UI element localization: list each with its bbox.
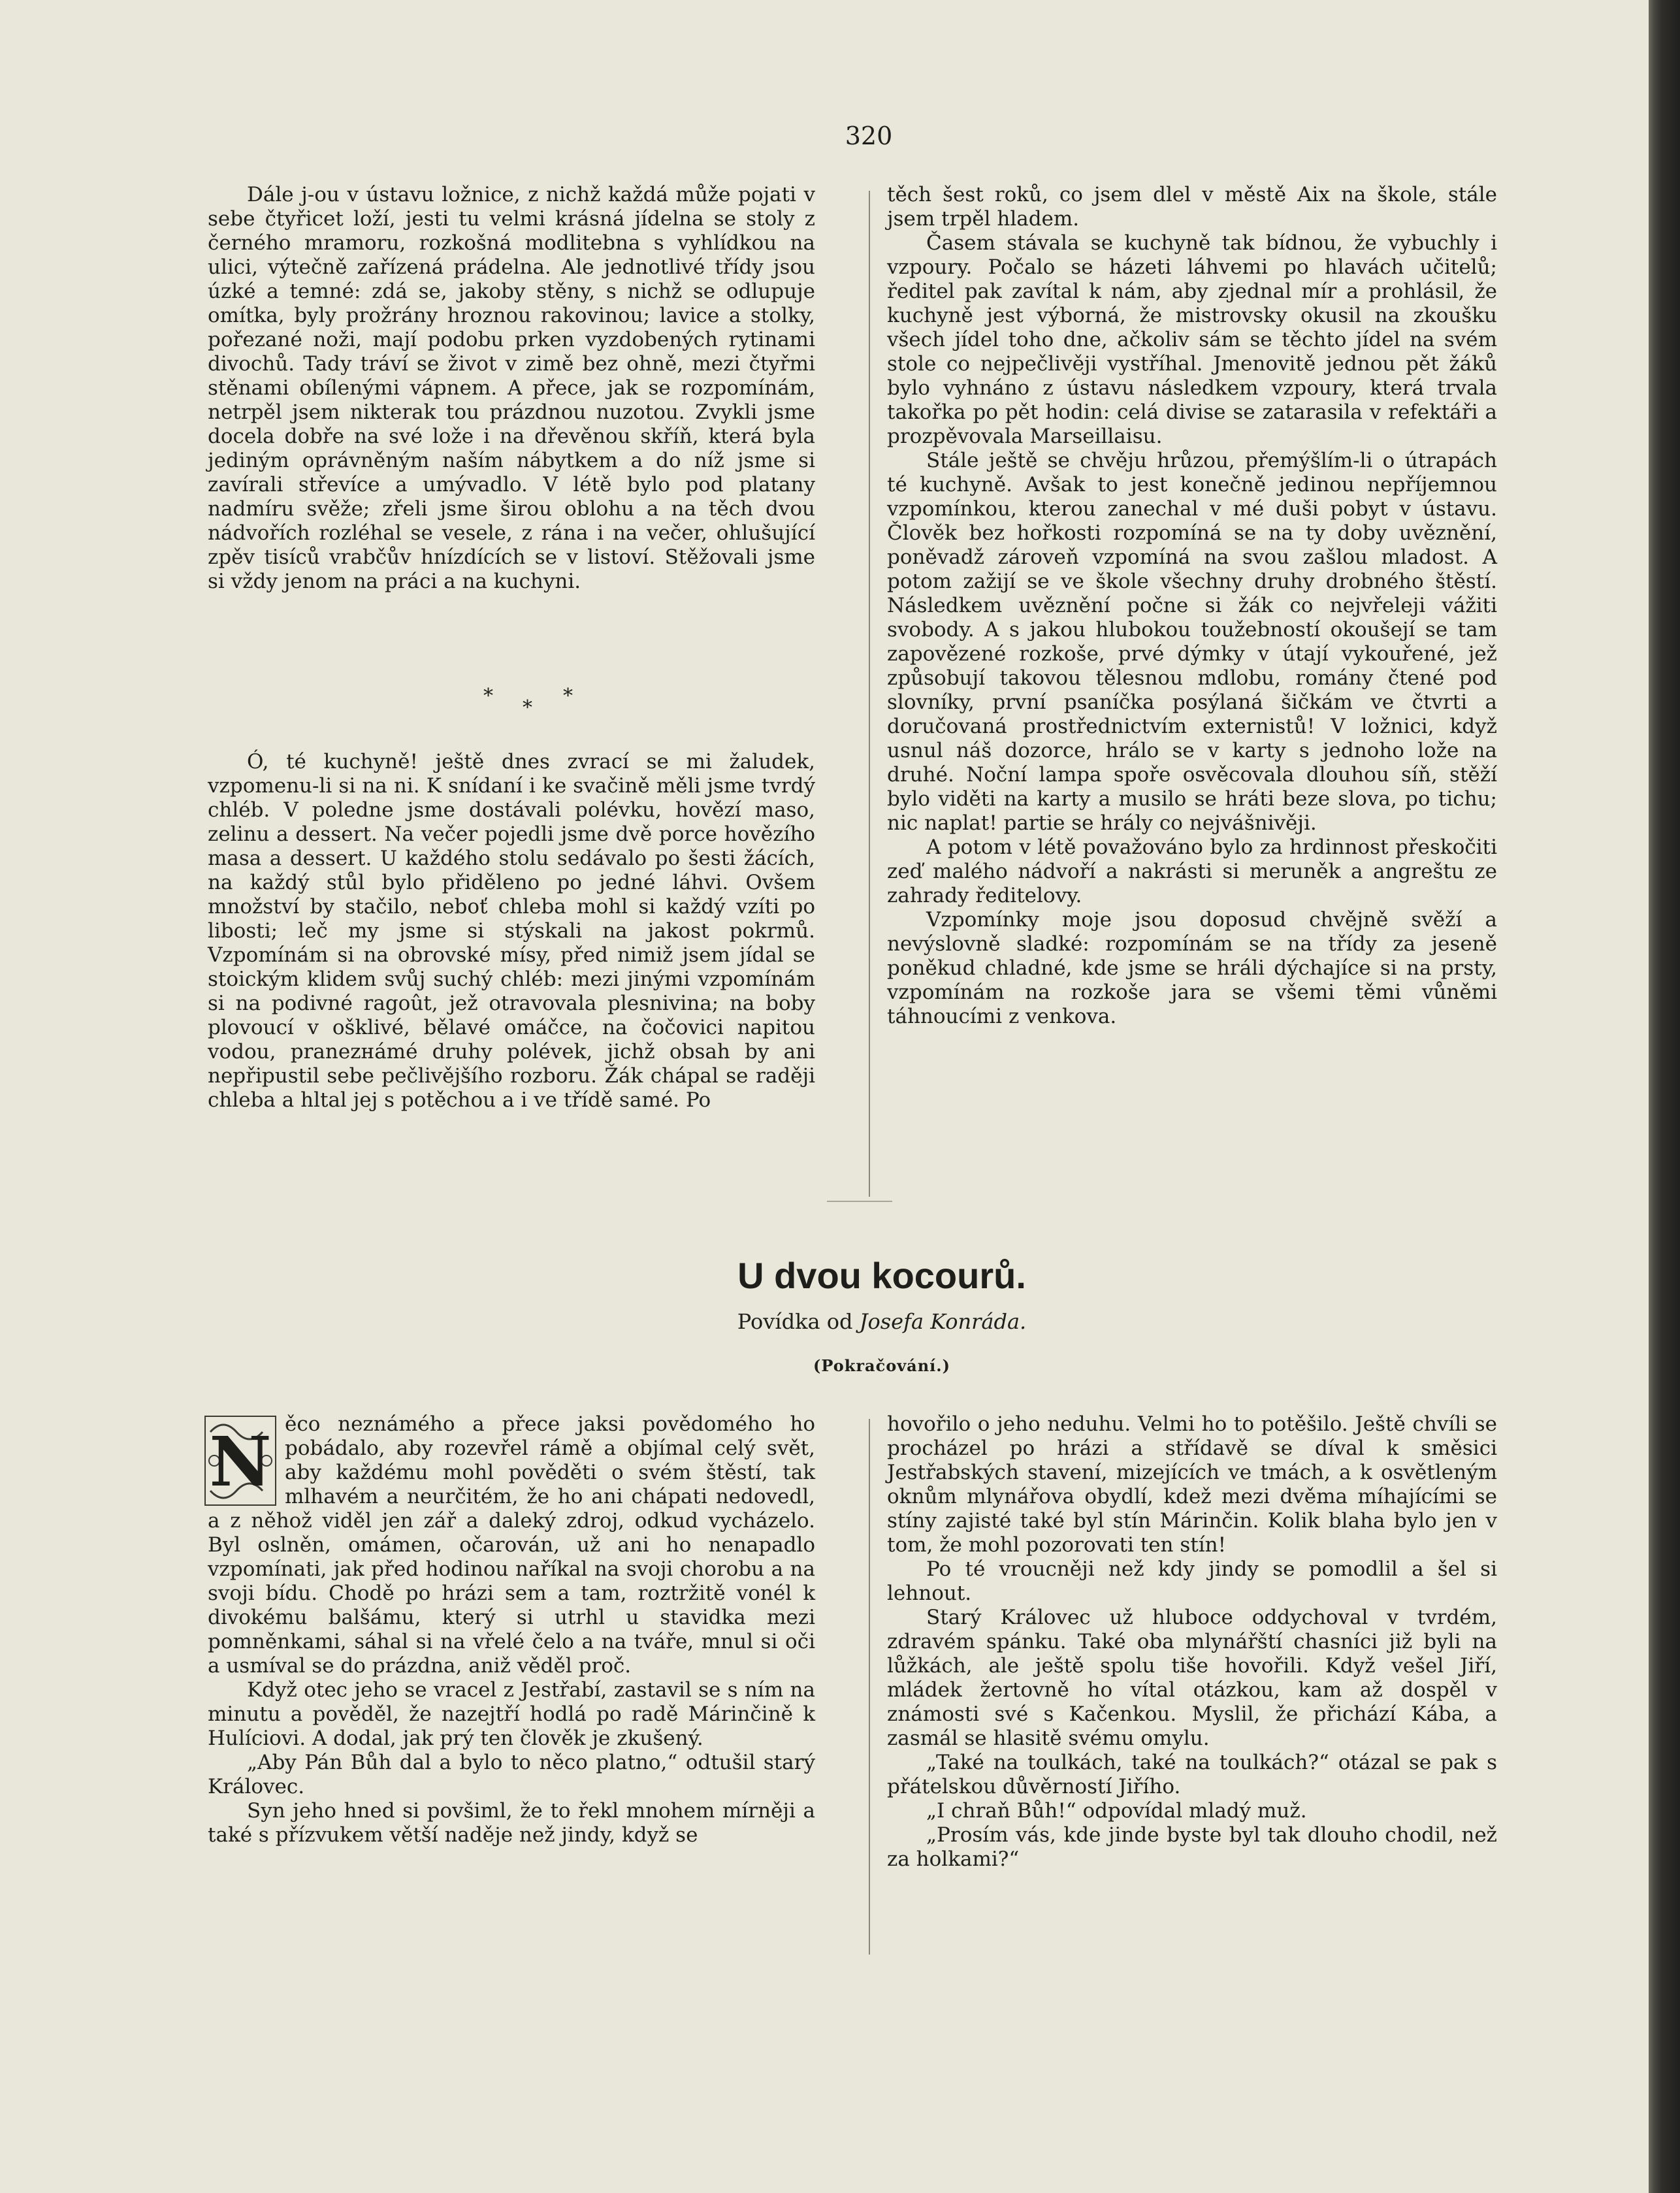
paragraph: Ó, té kuchyně! ještě dnes zvrací se mi žaludek, vzpomenu-li si na ni. K snídaní i ke svačině měli jsme tvrdý chléb. V poledne jsme dostávali polévku, hovězí maso, zelinu a dessert. Na večer pojedli jsme dvě porce hovězího masa a dessert. U každého stolu sedávalo po šesti žácích, na každý stůl bylo přiděleno po jedné láhvi. Ovšem množství by stačilo, neboť chleba mohl si každý vzíti po libosti; leč my jsme si stýskali na jakost pokrmů. Vzpomínám si na obrovské mísy, před nimiž jsem jídal se stoickým klidem svůj suchý chléb: mezi jinými vzpomínám si na podivné ragoût, jež otravovala plesnivina; na boby plovoucí v ošklivé, bělavé omáčce, na čočovici napitou vodou, pranezнámé druhy polévek, jichž obsah by ani nepřipustil sebe pečlivějšího rozboru. Žák chápal se raději chleba a hltal jej s potěchou a i ve třídě samé. Po <box>208 750 815 1112</box>
section-divider <box>827 1201 892 1202</box>
paragraph: Syn jeho hned si povšiml, že to řekl mnohem mírněji a také s přízvukem větší naděje než jindy, když se <box>208 1799 815 1847</box>
paragraph: Když otec jeho se vracel z Jestřabí, zastavil se s ním na minutu a pověděl, že nazejtří hodlá po radě Márinčině k Hulíciovi. A dodal, jak prý ten člověk je zkušený. <box>208 1678 815 1750</box>
left-column-top <box>208 183 815 594</box>
ornamental-dropcap <box>201 1412 280 1509</box>
right-column-top <box>887 183 1497 1029</box>
section-break-asterisks: * * * <box>483 685 573 719</box>
byline-prefix: Povídka od <box>737 1309 853 1334</box>
left-column-middle <box>208 750 815 1113</box>
story-right-column <box>887 1412 1497 1872</box>
story-title: U dvou kocourů. <box>737 1255 1026 1296</box>
paragraph: A potom v létě považováno bylo za hrdinnost přeskočiti zeď malého nádvoří a nakrásti si meruněk a angreštu ze zahrady ředitelovy. <box>887 836 1497 907</box>
continued-note: (Pokračování.) <box>813 1356 950 1375</box>
paragraph: Stále ještě se chvěju hrůzou, přemýšlím-li o útrapách té kuchyně. Avšak to jest konečně jedinou nepříjemnou vzpomínkou, kterou zanechal v mé duši pobyt v ústavu. Člověk bez hořkosti rozpomíná se na ty doby uvěznění, poněvadž zároveň vzpomíná na svou zašlou mladost. A potom zažijí se ve škole všechny druhy drobného štěstí. Následkem uvěznění počne si žák co nejvřeleji vážiti svobody. A s jakou hlubokou toužebností okoušejí se tam zapovězené rozkoše, prvé dýmky v útají vykouřené, jež způsobují takovou tělesnou mdlobu, romány čtené pod slovníky, první psaníčka posýlaná šičkám ve čtvrti a doručovaná prostřednictvím externistů! V ložnici, když usnul náš dozorce, hrálo se v karty s jednoho lože na druhé. Noční lampa spoře osvěcovala dlouhou síň, stěží bylo viděti na karty a musilo se hráti beze slova, po tichu; nic naplat! partie se hrály co nejvášnivěji. <box>887 449 1497 835</box>
paragraph: Starý Královec už hluboce oddychoval v tvrdém, zdravém spánku. Také oba mlynářští chasníci již byli na lůžkách, ale ještě spolu tiše hovořili. Když vešel Jiří, mládek žertovně ho vítal otázkou, kam až dospěl v známosti své s Kačenkou. Myslil, že přichází Kába, a zasmál se hlasitě svému omylu. <box>887 1606 1497 1750</box>
paragraph: hovořilo o jeho neduhu. Velmi ho to potěšilo. Ještě chvíli se procházel po hrázi a střídavě se díval k směsici Jestřabských stavení, mizejících ve tmách, a k osvětleným oknům mlynářova obydlí, kdež mezi dvěma míhajícími se stíny zajisté také byl stín Márinčin. Kolik blaha bylo jen v tom, že mohl pozorovati ten stín! <box>887 1412 1497 1557</box>
dropcap-letter: N <box>209 1421 272 1502</box>
paragraph: těch šest roků, co jsem dlel v městě Aix na škole, stále jsem trpěl hladem. <box>887 183 1497 231</box>
paragraph: Vzpomínky moje jsou doposud chvějně svěží a nevýslovně sladké: rozpomínám se na třídy za jeseně poněkud chladné, kde jsme se hráli dýchajíce si na prsty, vzpomínám na rozkoše jara se všemi těmi vůněmi táhnoucími z venkova. <box>887 908 1497 1028</box>
paragraph: Po té vroucněji než kdy jindy se pomodlil a šel si lehnout. <box>887 1557 1497 1605</box>
paragraph: Dále j-ou v ústavu ložnice, z nichž každá může pojati v sebe čtyřicet loží, jesti tu velmi krásná jídelna se stoly z černého mramoru, rozkošná modlitebna s vyhlídkou na ulici, výtečně zařízená prádelna. Ale jednotlivé třídy jsou úzké a temné: zdá se, jakoby stěny, s nichž se odlupuje omítka, byly prožrány hroznou rakovinou; lavice a stolky, pořezané noži, mají podobu prken vyzdobených rytinami divochů. Tady tráví se život v zimě bez ohně, mezi čtyřmi stěnami obílenými vápnem. A přece, jak se rozpomínám, netrpěl jsem nikterak tou prázdnou nuzotou. Zvykli jsme docela dobře na své lože i na dřevěnou skříň, která byla jediným oprávněným naším nábytkem a do níž jsme si zavírali střevíce a umývadlo. V létě bylo pod platany nadmíru svěže; zřeli jsme širou oblohu a na těch dvou nádvořích rozléhal se vesele, z rána i na večer, ohlušující zpěv tisíců vrabčův hnízdících se v listoví. Stěžovali jsme si vždy jenom na práci a na kuchyni. <box>208 183 815 593</box>
story-byline <box>588 1309 1176 1334</box>
story-left-column <box>208 1412 815 1847</box>
book-binding-edge <box>1649 0 1680 2193</box>
paragraph: „Také na toulkách, také na toulkách?“ otázal se pak s přátelskou důvěrností Jiřího. <box>887 1751 1497 1798</box>
column-divider <box>869 1419 870 1955</box>
paragraph: „I chraň Bůh!“ odpovídal mladý muž. <box>926 1799 1307 1823</box>
paragraph: Časem stávala se kuchyně tak bídnou, že vybuchly i vzpoury. Počalo se házeti láhvemi po hlavách učitelů; ředitel pak zavítal k nám, aby zjednal mír a prohlásil, že kuchyně jest výborná, že mistrovsky okusil na zkoušku všech jídel toho dne, ačkoliv sám se těchto jídel na svém stole co nejpečlivěji vystříhal. Jmenovitě jednou pět žáků bylo vyhnáno z ústavu následkem vzpoury, která trvala takořka po pět hodin: celá divise se zatarasila v refektáři a prozpěvovala Marseillaisu. <box>887 231 1497 448</box>
paragraph: „Prosím vás, kde jinde byste byl tak dlouho chodil, než za holkami?“ <box>887 1823 1497 1871</box>
column-divider <box>869 191 870 1197</box>
paragraph: „Aby Pán Bůh dal a bylo to něco platno,“ odtušil starý Královec. <box>208 1751 815 1798</box>
page-number: 320 <box>845 122 893 150</box>
paragraph: ěco neznámého a přece jaksi povědomého ho pobádalo, aby rozevřel rámě a objímal celý svět, aby každému mohl pověděti o svém štěstí, tak mlhavém a neurčitém, že ho ani chápati nedovedl, a z něhož viděl jen zář a daleký zdroj, odkud vycházelo. Byl oslněn, omámen, očarován, už ani ho nenapadlo vzpomínati, jak před hodinou naříkal na svoji chorobu a na svoji bídu. Chodě po hrázi sem a tam, roztržitě vonél k divokému balšámu, který si utrhl u stavidka mezi pomněnkami, sáhal si na vřelé čelo a na tváře, mnul si oči a usmíval se do prázdna, aniž věděl proč. <box>208 1412 815 1678</box>
author-name: Josefa Konráda. <box>859 1309 1027 1334</box>
